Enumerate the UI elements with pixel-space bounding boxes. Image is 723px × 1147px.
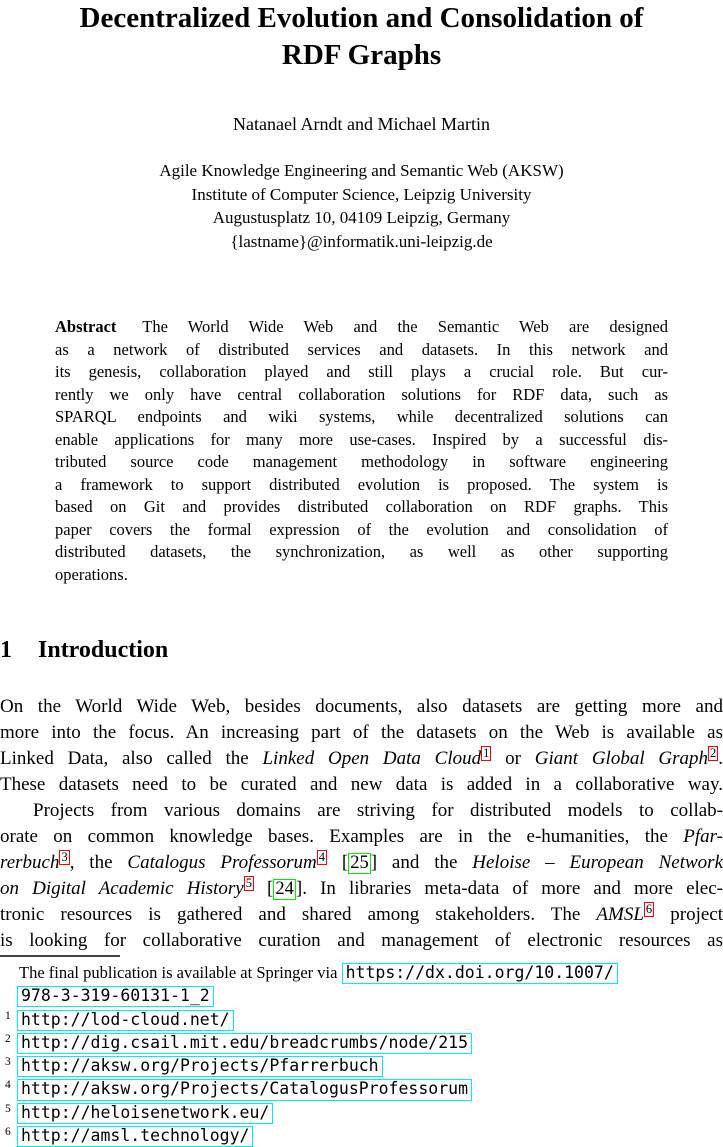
abstract-line xyxy=(55,361,668,384)
text-run: tributed source code management methodology in software engineering xyxy=(55,452,668,471)
body-line xyxy=(0,720,723,746)
text-run: [ xyxy=(253,878,274,899)
text-run: enable applications for many more use-cases. Inspired by a successful dis- xyxy=(55,429,668,449)
italic-text: AMSL xyxy=(596,904,644,925)
abstract-line xyxy=(55,384,668,407)
text-run: rently we only have central collaboration solutions for RDF data, such as xyxy=(55,384,668,404)
footnote-line xyxy=(0,1077,723,1100)
abstract-line xyxy=(55,429,668,452)
footnote-marker-link[interactable]: 6 xyxy=(645,902,653,916)
body-line xyxy=(0,746,723,772)
section-number: 1 xyxy=(0,637,12,663)
section-heading xyxy=(0,636,723,664)
url-link[interactable]: http://aksw.org/Projects/Pfarrerbuch xyxy=(17,1056,383,1077)
footnote-number: 5 xyxy=(5,1102,11,1115)
text-run: paper covers the formal expression of the evolution and consolidation of xyxy=(55,519,668,539)
text-run: tronic resources is gathered and shared among stakeholders. The xyxy=(0,904,597,925)
text-run: its genesis, collaboration played and still plays a crucial role. But cur- xyxy=(55,362,668,381)
footnote-rule xyxy=(0,955,120,957)
footnote-number: 2 xyxy=(5,1032,11,1045)
footnote-marker-link[interactable]: 5 xyxy=(245,876,252,890)
text-run: based on Git and provides distributed collaboration on RDF graphs. This xyxy=(55,497,668,516)
title-line: RDF Graphs xyxy=(281,39,442,71)
abstract-line xyxy=(55,541,668,564)
footnote-number: 4 xyxy=(5,1079,11,1092)
italic-text: rerbuch xyxy=(0,852,60,873)
affiliation xyxy=(0,159,723,253)
italic-text: Heloise – European Network xyxy=(472,852,723,873)
url-link[interactable]: http://heloisenetwork.eu/ xyxy=(17,1103,273,1124)
italic-text: Giant Global Graph xyxy=(534,748,709,769)
body-line xyxy=(0,798,723,824)
italic-text: on Digital Academic History xyxy=(0,878,244,899)
text-run: , the xyxy=(69,852,128,873)
abstract-line xyxy=(55,451,668,474)
text-run: operations. xyxy=(55,564,128,584)
body-line xyxy=(0,850,723,876)
body-line xyxy=(0,694,723,720)
affiliation-line: Institute of Computer Science, Leipzig University xyxy=(191,184,532,204)
footnote-marker-link[interactable]: 1 xyxy=(483,746,490,760)
abstract-label: Abstract xyxy=(55,317,117,336)
footnote-line xyxy=(0,1054,723,1077)
text-run: orate on common knowledge bases. Examples are in the e-humanities, the xyxy=(0,826,684,847)
footnote-line xyxy=(0,1124,723,1147)
citation-link[interactable]: 25 xyxy=(350,853,369,873)
body-line xyxy=(0,876,723,902)
text-run: as a network of distributed services and datasets. In this network and xyxy=(55,339,668,359)
affiliation-line: Augustusplatz 10, 04109 Leipzig, Germany xyxy=(212,208,511,227)
abstract-line xyxy=(55,474,668,497)
body-line xyxy=(0,902,723,928)
text-run: Projects from various domains are striving for distributed models to collab- xyxy=(33,800,723,821)
text-run: These datasets need to be curated and new data is added in a collaborative way. xyxy=(0,774,723,795)
footnote-marker-link[interactable]: 3 xyxy=(61,850,68,864)
text-run: a framework to support distributed evolution is proposed. The system is xyxy=(55,474,668,494)
text-run: On the World Wide Web, besides documents, also datasets are getting more and xyxy=(0,696,723,717)
italic-text: Pfar- xyxy=(683,826,723,847)
url-link[interactable]: http://dig.csail.mit.edu/breadcrumbs/node/215 xyxy=(17,1033,472,1054)
url-link[interactable]: http://amsl.technology/ xyxy=(17,1126,253,1147)
footnote-number: 3 xyxy=(5,1056,11,1069)
text-run: ]. In libraries meta-data of more and more elec- xyxy=(295,878,723,899)
text-run: ] and the xyxy=(370,852,473,873)
abstract-line xyxy=(55,406,668,429)
text-run: . xyxy=(718,748,723,769)
text-run: SPARQL endpoints and wiki systems, while decentralized solutions can xyxy=(55,407,668,426)
footnote-marker-link[interactable]: 4 xyxy=(318,850,326,864)
abstract xyxy=(55,316,668,586)
section-title: Introduction xyxy=(38,637,169,663)
italic-text: Linked Open Data Cloud xyxy=(262,748,482,769)
url-link[interactable]: 978-3-319-60131-1_2 xyxy=(17,986,214,1007)
footnote-number: 1 xyxy=(5,1009,11,1022)
footnote-line xyxy=(0,984,723,1007)
abstract-line xyxy=(55,496,668,519)
affiliation-line: Agile Knowledge Engineering and Semantic Web (AKSW) xyxy=(159,161,564,180)
footnote-marker-link[interactable]: 2 xyxy=(710,746,717,760)
italic-text: Catalogus Professorum xyxy=(127,852,317,873)
authors: Natanael Arndt and Michael Martin xyxy=(233,114,490,134)
paper-title xyxy=(0,0,723,74)
introduction-body xyxy=(0,694,723,954)
footnote-line xyxy=(0,1031,723,1054)
footnotes xyxy=(0,961,723,1147)
url-link[interactable]: http://lod-cloud.net/ xyxy=(17,1010,234,1031)
affiliation-line: {lastname}@informatik.uni-leipzig.de xyxy=(230,231,493,251)
text-run: Linked Data, also called the xyxy=(0,748,263,769)
abstract-line xyxy=(55,519,668,542)
text-run: [ xyxy=(327,852,349,873)
body-line xyxy=(0,772,723,798)
text-run: distributed datasets, the synchronization, as well as other supporting xyxy=(55,542,668,561)
text-run: is looking for collaborative curation and management of electronic resources as xyxy=(0,930,723,951)
url-link[interactable]: https://dx.doi.org/10.1007/ xyxy=(342,963,618,984)
text-run: project xyxy=(654,904,723,925)
footnote-number: 6 xyxy=(5,1126,11,1139)
abstract-line xyxy=(55,339,668,362)
footnote-line xyxy=(0,1008,723,1031)
title-line: Decentralized Evolution and Consolidation of xyxy=(79,2,644,34)
footnote-line xyxy=(0,961,723,984)
text-run: The World Wide Web and the Semantic Web are designed xyxy=(122,317,668,336)
abstract-line xyxy=(55,564,668,587)
url-link[interactable]: http://aksw.org/Projects/CatalogusProfessorum xyxy=(17,1079,472,1100)
footnote-line xyxy=(0,1101,723,1124)
text-run: The final publication is available at Springer via xyxy=(19,963,342,982)
text-run: or xyxy=(491,748,535,769)
citation-link[interactable]: 24 xyxy=(275,879,294,899)
body-line xyxy=(0,928,723,954)
text-run: more into the focus. An increasing part of the datasets on the Web is available as xyxy=(0,722,723,743)
body-line xyxy=(0,824,723,850)
abstract-line xyxy=(55,316,668,339)
